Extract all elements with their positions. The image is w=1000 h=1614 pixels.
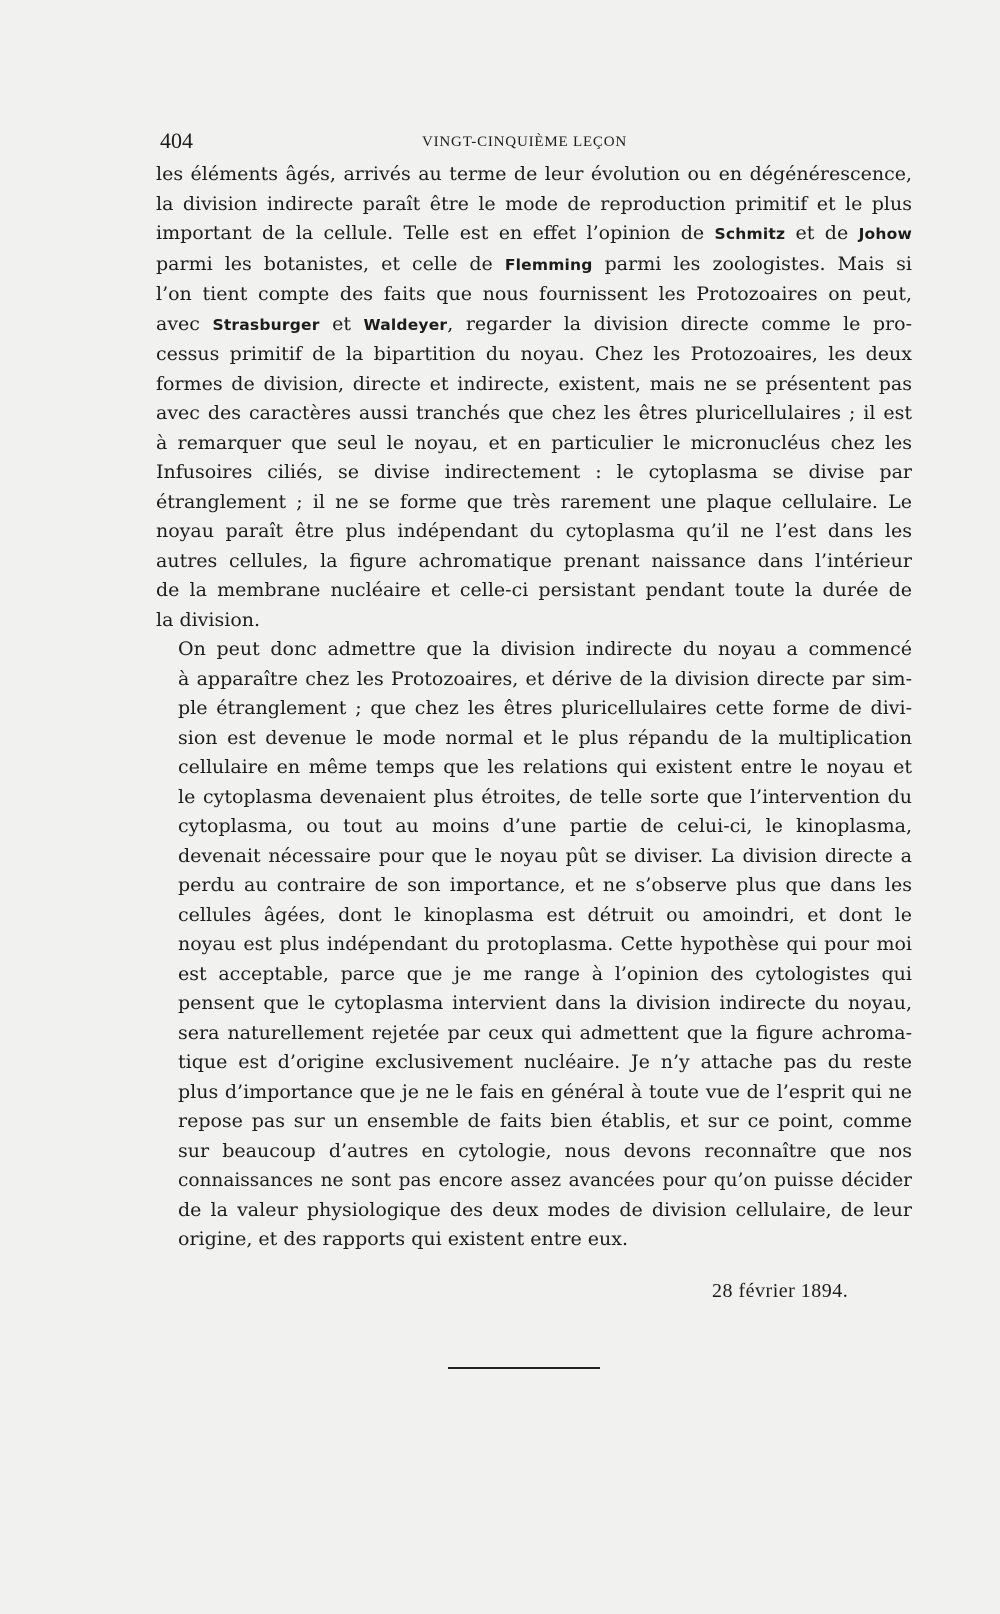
text-line: les éléments âgés, arrivés au terme de leur évolution ou en dégénérescence,	[156, 163, 912, 185]
author-name-strasburger: Strasburger	[212, 315, 320, 334]
text-fragment: important de la cellule. Telle est en effet l’opinion de	[156, 222, 705, 244]
text-line: cessus primitif de la bipartition du noyau. Chez les Protozoaires, les deux	[156, 343, 912, 365]
author-name-waldeyer: Waldeyer	[363, 315, 448, 334]
text-line: cellules âgées, dont le kinoplasma est détruit ou amoindri, et dont le	[178, 903, 912, 926]
text-line: cytoplasma, ou tout au moins d’une partie de celui-ci, le kinoplasma,	[178, 815, 912, 837]
body-text	[156, 160, 912, 1255]
page-header	[160, 128, 920, 158]
text-line: la division indirecte paraît être le mode de reproduction primitif et le plus	[156, 192, 912, 215]
text-line: sion est devenue le mode normal et le plus répandu de la multiplication	[178, 726, 912, 749]
text-fragment: et de	[795, 222, 849, 244]
author-name-johow: Johow	[858, 225, 912, 243]
paragraph-1	[156, 160, 912, 635]
text-line: autres cellules, la figure achromatique prenant naissance dans l’intérieur	[156, 549, 912, 572]
text-line	[156, 310, 912, 341]
author-name-flemming: Flemming	[504, 255, 593, 274]
text-line: repose pas sur un ensemble de faits bien établis, et sur ce point, comme	[178, 1110, 912, 1132]
text-fragment: parmi les botanistes, et celle de	[156, 252, 493, 275]
text-line: formes de division, directe et indirecte, existent, mais ne se présentent pas	[156, 372, 912, 395]
text-line: ple étranglement ; que chez les êtres pluricellulaires cette forme de divi-	[178, 697, 912, 719]
text-line: le cytoplasma devenaient plus étroites, de telle sorte que l’intervention du	[178, 785, 912, 808]
date-signature: 28 février 1894.	[712, 1280, 849, 1302]
text-line: à remarquer que seul le noyau, et en particulier le micronucléus chez les	[156, 431, 912, 454]
text-line: Infusoires ciliés, se divise indirectement : le cytoplasma se divise par	[156, 461, 912, 483]
text-line: noyau est plus indépendant du protoplasma. Cette hypothèse qui pour moi	[178, 933, 912, 955]
text-line: cellulaire en même temps que les relations qui existent entre le noyau et	[178, 756, 912, 778]
text-line: perdu au contraire de son importance, et ne s’observe plus que dans les	[178, 874, 912, 896]
author-name-schmitz: Schmitz	[714, 225, 786, 243]
text-line: est acceptable, parce que je me range à l’opinion des cytologistes qui	[178, 962, 912, 985]
text-line: devenait nécessaire pour que le noyau pût se diviser. La division directe a	[178, 844, 912, 867]
text-line: étranglement ; il ne se forme que très rarement une plaque cellulaire. Le	[156, 490, 912, 513]
text-line: à apparaître chez les Protozoaires, et dérive de la division directe par sim-	[178, 667, 912, 690]
text-line	[156, 219, 912, 250]
text-fragment: et	[332, 312, 351, 335]
text-line	[156, 250, 912, 281]
text-fragment: parmi les zoologistes. Mais si	[604, 252, 913, 275]
text-line: avec des caractères aussi tranchés que chez les êtres pluricellulaires ; il est	[156, 402, 912, 424]
text-fragment: , regarder la division directe comme le pro-	[447, 312, 912, 335]
closing-rule	[448, 1367, 600, 1369]
text-line: sur beaucoup d’autres en cytologie, nous devons reconnaître que nos	[178, 1139, 912, 1162]
text-line: origine, et des rapports qui existent entre eux.	[178, 1228, 629, 1250]
paragraph-2	[156, 635, 912, 1255]
running-head: VINGT-CINQUIÈME LEÇON	[422, 134, 627, 150]
text-fragment: avec	[156, 312, 200, 335]
text-line: de la valeur physiologique des deux modes de division cellulaire, de leur	[178, 1198, 912, 1221]
text-line: pensent que le cytoplasma intervient dans la division indirecte du noyau,	[178, 992, 912, 1014]
text-line: sera naturellement rejetée par ceux qui admettent que la figure achroma-	[178, 1021, 912, 1044]
text-line: noyau paraît être plus indépendant du cytoplasma qu’il ne l’est dans les	[156, 520, 912, 542]
page-number: 404	[160, 128, 193, 153]
text-line: On peut donc admettre que la division indirecte du noyau a commencé	[178, 638, 912, 660]
text-line: tique est d’origine exclusivement nucléaire. Je n’y attache pas du reste	[178, 1051, 912, 1073]
text-line: connaissances ne sont pas encore assez avancées pour qu’on puisse décider	[178, 1170, 912, 1191]
text-line: l’on tient compte des faits que nous fournissent les Protozoaires on peut,	[156, 283, 912, 305]
text-line: de la membrane nucléaire et celle-ci persistant pendant toute la durée de	[156, 579, 912, 601]
text-line: la division.	[156, 608, 261, 631]
text-line: plus d’importance que je ne le fais en général à toute vue de l’esprit qui ne	[178, 1080, 912, 1103]
